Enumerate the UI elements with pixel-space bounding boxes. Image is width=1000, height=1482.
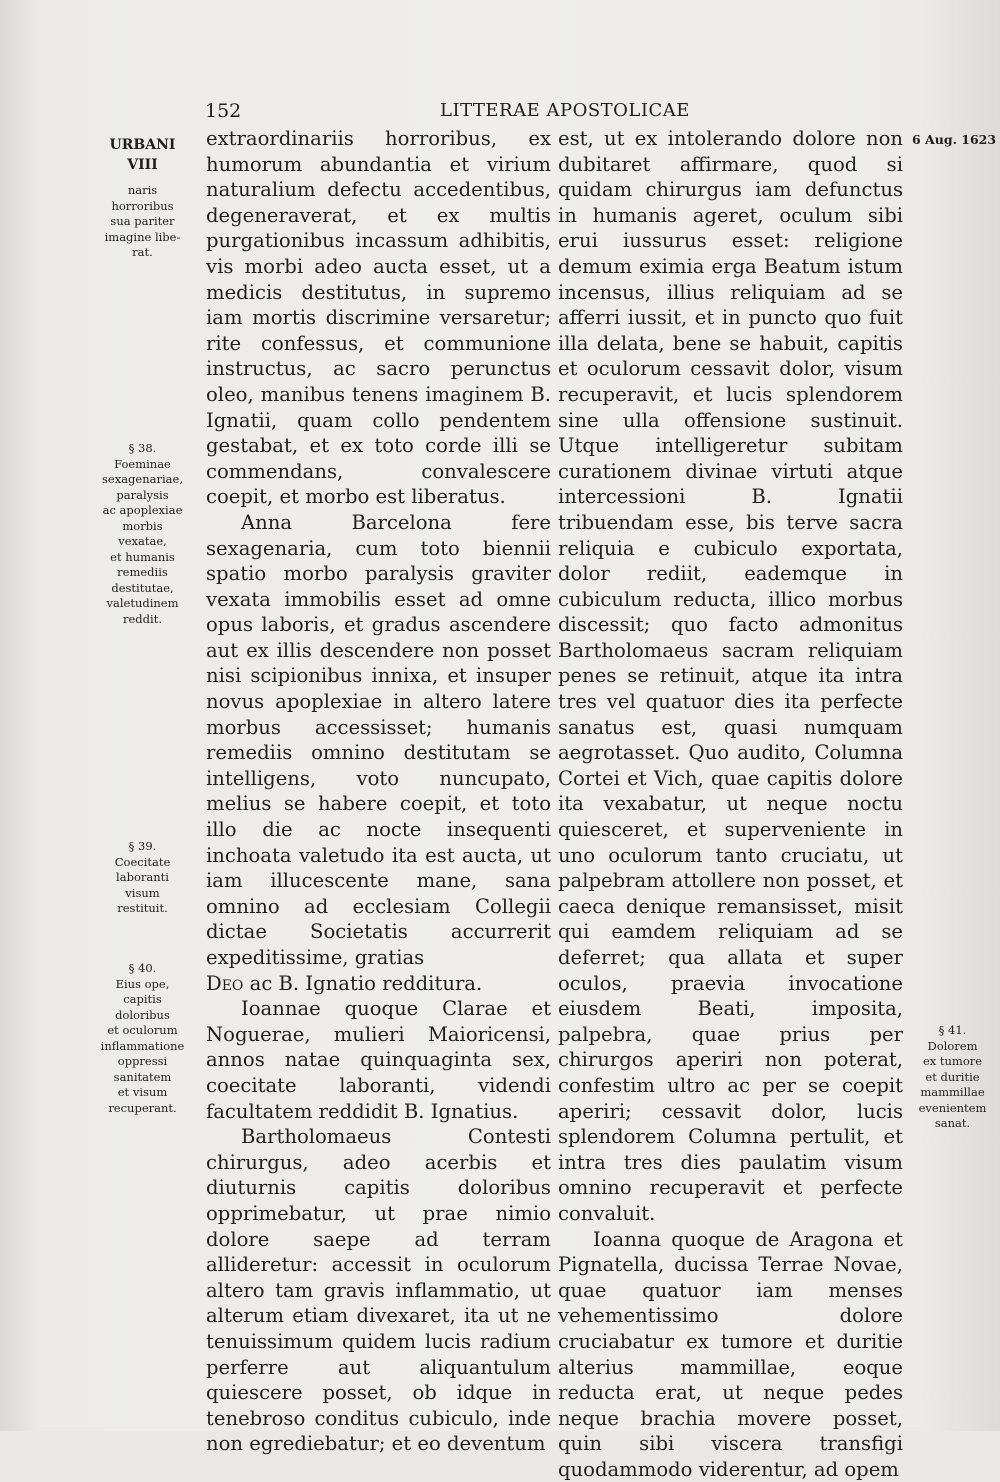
paragraph: Ioanna quoque de Aragona et Pignatella, ducissa Terrae Novae, quae quatuor iam menses vehementissimo dolore cruciabatur ex tumore et duritie alterius mammillae, eoque reducta erat, ut neque pedes neque brachia movere posset, quin sibi viscera transfigi quodammodo viderentur, ad opem [558,1227,903,1481]
margin-line: recuperant. [108,1100,177,1115]
margin-line: oppressi [117,1054,168,1068]
paragraph: est, ut ex intolerando dolore non dubitaret affirmare, quod si quidam chirurgus iam defunctus in humanis ageret, oculum sibi erui iussurus esset: religione demum eximia erga Beatum istum incensus, illius reliquiam ad se afferri iussit, et in puncto quo fuit illa delata, bene se habuit, capitis et oculorum cessavit dolor, visum recuperavit, et lucis splendorem sine ulla offensione sustinuit. Utque intelligeretur subitam curationem divinae virtuti atque intercessioni B. Ignatii tribuendam esse, bis terve sacra reliquia e cubiculo exportata, dolor rediit, eademque in cubiculum reducta, illico morbus discessit; quo facto admonitus Bartholomaeus sacram reliquiam penes se retinuit, atque ita intra tres vel quatuor dies ita perfecte sanatus est, quasi numquam aegrotasset. Quo audito, Columna Cortei et Vich, quae capitis dolore ita vexabatur, ut neque noctu quiesceret, et superveniente in uno oculorum tanto cruciatu, ut palpebram attollere non posset, et caeca denique remansisset, misit qui eamdem reliquiam ad se deferret; qua allata et super oculos, praevia invocatione eiusdem Beati, imposita, palpebra, quae prius per chirurgos aperiri non poterat, confestim ultro ac per se coepit aperiri; cessavit dolor, lucis splendorem Columna pertulit, et intra tres dies paulatim visum omnino recuperavit et perfecte convaluit. [558,127,903,1225]
margin-line: § 38. [128,441,157,455]
margin-line: sanitatem [113,1069,172,1084]
margin-note-39 [80,839,205,917]
margin-line: laboranti [116,870,169,884]
margin-line: capitis [123,992,162,1006]
margin-line: Coecitate [114,854,171,869]
margin-line: URBANI [109,137,176,153]
margin-line: ac apoplexiae [102,503,183,517]
margin-line: et duritie [925,1069,980,1084]
margin-note-41 [905,1023,1000,1132]
margin-line: remediis [117,565,168,579]
deo-word: Deo [206,971,244,995]
margin-note-37 [80,183,205,261]
page-header [205,100,905,124]
margin-line: paralysis [116,487,169,502]
margin-line: mammillae [920,1085,985,1099]
margin-line: et visum [117,1085,168,1099]
margin-line: morbis [122,518,163,533]
margin-line: imagine libe- [104,229,181,244]
margin-line: ex tumore [922,1054,983,1068]
margin-line: et humanis [110,549,175,564]
margin-line: valetudinem [106,596,179,610]
margin-line: destitutae, [111,580,174,595]
margin-line: § 40. [128,961,157,975]
margin-line: VIII [127,157,158,173]
margin-line: naris [127,183,158,197]
margin-note-38 [80,441,205,627]
margin-line: visum [125,885,160,900]
margin-line: doloribus [115,1007,170,1022]
margin-line: sanat. [934,1116,971,1130]
paragraph: Ioannae quoque Clarae et Noguerae, mulieri Maioricensi, annos natae quinquaginta sex, coecitate laboranti, videndi facultatem reddidit B. Ignatius. [206,997,551,1123]
margin-line: Foeminae [114,456,171,471]
margin-line: restituit. [117,901,168,915]
paragraph: extraordinariis horroribus, ex humorum abundantia et virium naturalium defectu accedentibus, degeneraverat, et ex multis purgationibus incassum adhibitis, vis morbi adeo aucta esset, ut a medicis destitutus, in supremo iam mortis discrimine versaretur; rite confessus, et communione instructus, ac sacro perunctus oleo, manibus tenens imaginem B. Ignatii, quam collo pendentem gestabat, et ex toto corde illi se commendans, convalescere coepit, et morbo est liberatus. [206,127,551,509]
margin-line: vexatae, [118,534,167,548]
running-title: LITTERAE APOSTOLICAE [440,100,690,121]
margin-line: horroribus [111,198,174,213]
margin-line: Eius ope, [115,976,170,991]
paragraph: Anna Barcelona fere sexagenaria, cum toto biennii spatio morbo paralysis graviter vexata immobilis esset ad omne opus laboris, et gradus ascendere aut ex illis descendere non posset nisi scipionibus innixa, et insuper novus apoplexiae in altero latere morbus accessisset; humanis remediis omnino destitutam se intelligens, voto nuncupato, melius se habere coepit, et toto illo die ac nocte insequenti inchoata valetudo ita est aucta, ut iam illucescente mane, sana omnino ad ecclesiam Collegii dictae Societatis accurrerit expeditissime, gratias [206,510,551,969]
margin-line: rat. [132,245,153,259]
margin-urbani [80,135,205,175]
margin-line: § 39. [128,839,157,853]
right-text-column [558,126,903,1482]
margin-line: sua pariter [110,214,175,228]
paragraph-continuation [206,971,551,997]
margin-line: sexagenariae, [102,472,183,486]
paragraph: Bartholomaeus Contesti chirurgus, adeo acerbis et diuturnis capitis doloribus opprimebatur, ut prae nimio dolore saepe ad terram allideretur: accessit in oculorum altero tam gravis inflammatio, ut alterum etiam divexaret, ita ut ne tenuissimum quidem lucis radium perferre aut aliquantulum quiescere posset, ob idque in tenebroso conditus cubiculo, inde non egrediebatur; et eo deventum [206,1125,551,1456]
margin-line: § 41. [938,1023,967,1037]
paragraph-end: ac B. Ignatio redditura. [243,971,483,995]
left-text-column [206,126,551,1457]
margin-date: 6 Aug. 1623 [912,132,997,147]
margin-line: et oculorum [107,1023,178,1037]
page-number: 152 [205,100,242,122]
margin-line: inflammatione [100,1038,185,1053]
margin-line: Dolorem [927,1038,978,1053]
margin-line: reddit. [123,611,162,626]
margin-line: evenientem [918,1100,987,1115]
margin-note-40 [80,961,205,1116]
